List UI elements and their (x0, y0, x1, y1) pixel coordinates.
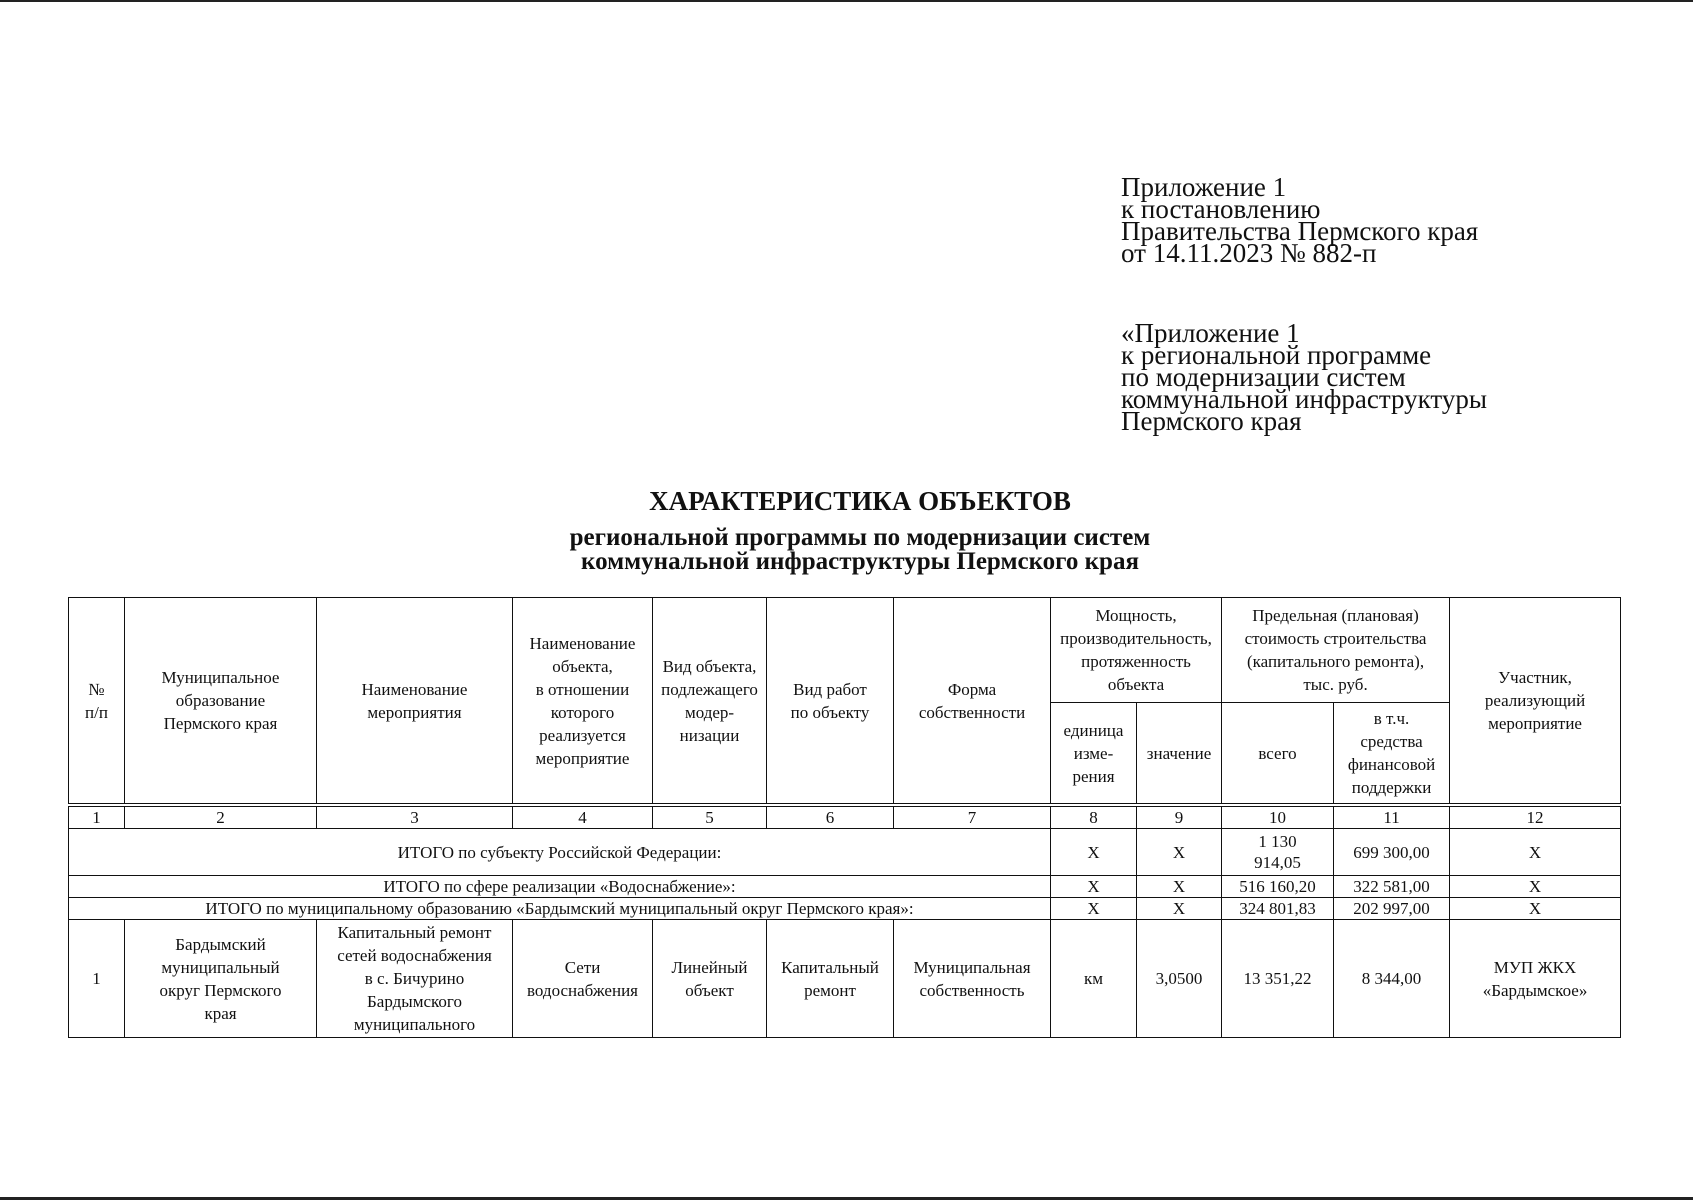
total-cost: 516 160,20 (1222, 876, 1334, 898)
column-number: 4 (513, 807, 653, 829)
row-value: 3,0500 (1137, 920, 1222, 1038)
header-object-type: Вид объекта, подлежащего модер- низации (653, 598, 767, 804)
column-number: 7 (894, 807, 1051, 829)
document-title: ХАРАКТЕРИСТИКА ОБЪЕКТОВ (649, 486, 1071, 516)
column-number: 11 (1334, 807, 1450, 829)
appendix-line: по модернизации систем (1121, 362, 1406, 392)
header-num: № п/п (69, 598, 125, 804)
row-work-type: Капитальный ремонт (767, 920, 894, 1038)
appendix-line: от 14.11.2023 № 882-п (1121, 238, 1377, 268)
table-header-row (69, 598, 1621, 703)
header-work-type: Вид работ по объекту (767, 598, 894, 804)
appendix-line: к региональной программе (1121, 340, 1432, 370)
total-participant: X (1450, 829, 1621, 876)
total-row-municipality (69, 898, 1621, 920)
column-number: 9 (1137, 807, 1222, 829)
header-cost: Предельная (плановая) стоимость строительства (капитального ремонта), тыс. руб. (1222, 598, 1450, 703)
row-unit: км (1051, 920, 1137, 1038)
total-value: X (1137, 898, 1222, 920)
header-capacity: Мощность, производительность, протяженность объекта (1051, 598, 1222, 703)
table-row (69, 920, 1621, 1038)
header-unit: единица изме- рения (1051, 703, 1137, 804)
total-label: ИТОГО по субъекту Российской Федерации: (69, 829, 1051, 876)
row-object-type: Линейный объект (653, 920, 767, 1038)
total-value: X (1137, 876, 1222, 898)
header-total: всего (1222, 703, 1334, 804)
column-number: 12 (1450, 807, 1621, 829)
column-number: 10 (1222, 807, 1334, 829)
appendix-line: Пермского края (1121, 406, 1302, 436)
appendix-line: коммунальной инфраструктуры (1121, 384, 1487, 414)
appendix-line: Правительства Пермского края (1121, 216, 1479, 246)
header-participant: Участник, реализующий мероприятие (1450, 598, 1621, 804)
row-municipality: Бардымский муниципальный округ Пермского края (125, 920, 317, 1038)
page-top-edge (0, 0, 1693, 2)
total-unit: X (1051, 876, 1137, 898)
total-support: 202 997,00 (1334, 898, 1450, 920)
header-municipality: Муниципальное образование Пермского края (125, 598, 317, 804)
column-number: 5 (653, 807, 767, 829)
appendix-line: Приложение 1 (1121, 172, 1287, 202)
appendix-block-program (1121, 318, 1487, 436)
total-value: X (1137, 829, 1222, 876)
total-support: 699 300,00 (1334, 829, 1450, 876)
total-label: ИТОГО по муниципальному образованию «Бардымский муниципальный округ Пермского края»: (69, 898, 1051, 920)
header-event-name: Наименование мероприятия (317, 598, 513, 804)
appendix-line: «Приложение 1 (1121, 318, 1300, 348)
appendix-block-decree (1121, 172, 1479, 268)
document-subtitle (440, 526, 1280, 574)
subtitle-line: региональной программы по модернизации систем (569, 524, 1151, 551)
column-number: 1 (69, 807, 125, 829)
objects-table (68, 597, 1621, 1038)
total-participant: X (1450, 876, 1621, 898)
row-event-name: Капитальный ремонт сетей водоснабжения в с. Бичурино Бардымского муниципального (337, 923, 492, 1034)
row-object-name: Сети водоснабжения (513, 920, 653, 1038)
row-num: 1 (69, 920, 125, 1038)
row-event-name-cell (317, 920, 513, 1038)
column-numbers-row (69, 807, 1621, 829)
total-support: 322 581,00 (1334, 876, 1450, 898)
total-unit: X (1051, 898, 1137, 920)
column-number: 3 (317, 807, 513, 829)
subtitle-line: коммунальной инфраструктуры Пермского края (581, 548, 1139, 575)
header-ownership: Форма собственности (894, 598, 1051, 804)
appendix-line: к постановлению (1121, 194, 1321, 224)
total-participant: X (1450, 898, 1621, 920)
header-object-name: Наименование объекта, в отношении которого реализуется мероприятие (513, 598, 653, 804)
column-number: 6 (767, 807, 894, 829)
total-cost: 1 130 914,05 (1222, 829, 1334, 876)
row-ownership: Муниципальная собственность (894, 920, 1051, 1038)
row-support: 8 344,00 (1334, 920, 1450, 1038)
column-number: 2 (125, 807, 317, 829)
total-cost: 324 801,83 (1222, 898, 1334, 920)
header-support: в т.ч. средства финансовой поддержки (1334, 703, 1450, 804)
total-row-water-supply (69, 876, 1621, 898)
header-value: значение (1137, 703, 1222, 804)
total-unit: X (1051, 829, 1137, 876)
total-label: ИТОГО по сфере реализации «Водоснабжение»: (69, 876, 1051, 898)
row-participant: МУП ЖКХ «Бардымское» (1450, 920, 1621, 1038)
total-row-federation (69, 829, 1621, 876)
column-number: 8 (1051, 807, 1137, 829)
row-total: 13 351,22 (1222, 920, 1334, 1038)
